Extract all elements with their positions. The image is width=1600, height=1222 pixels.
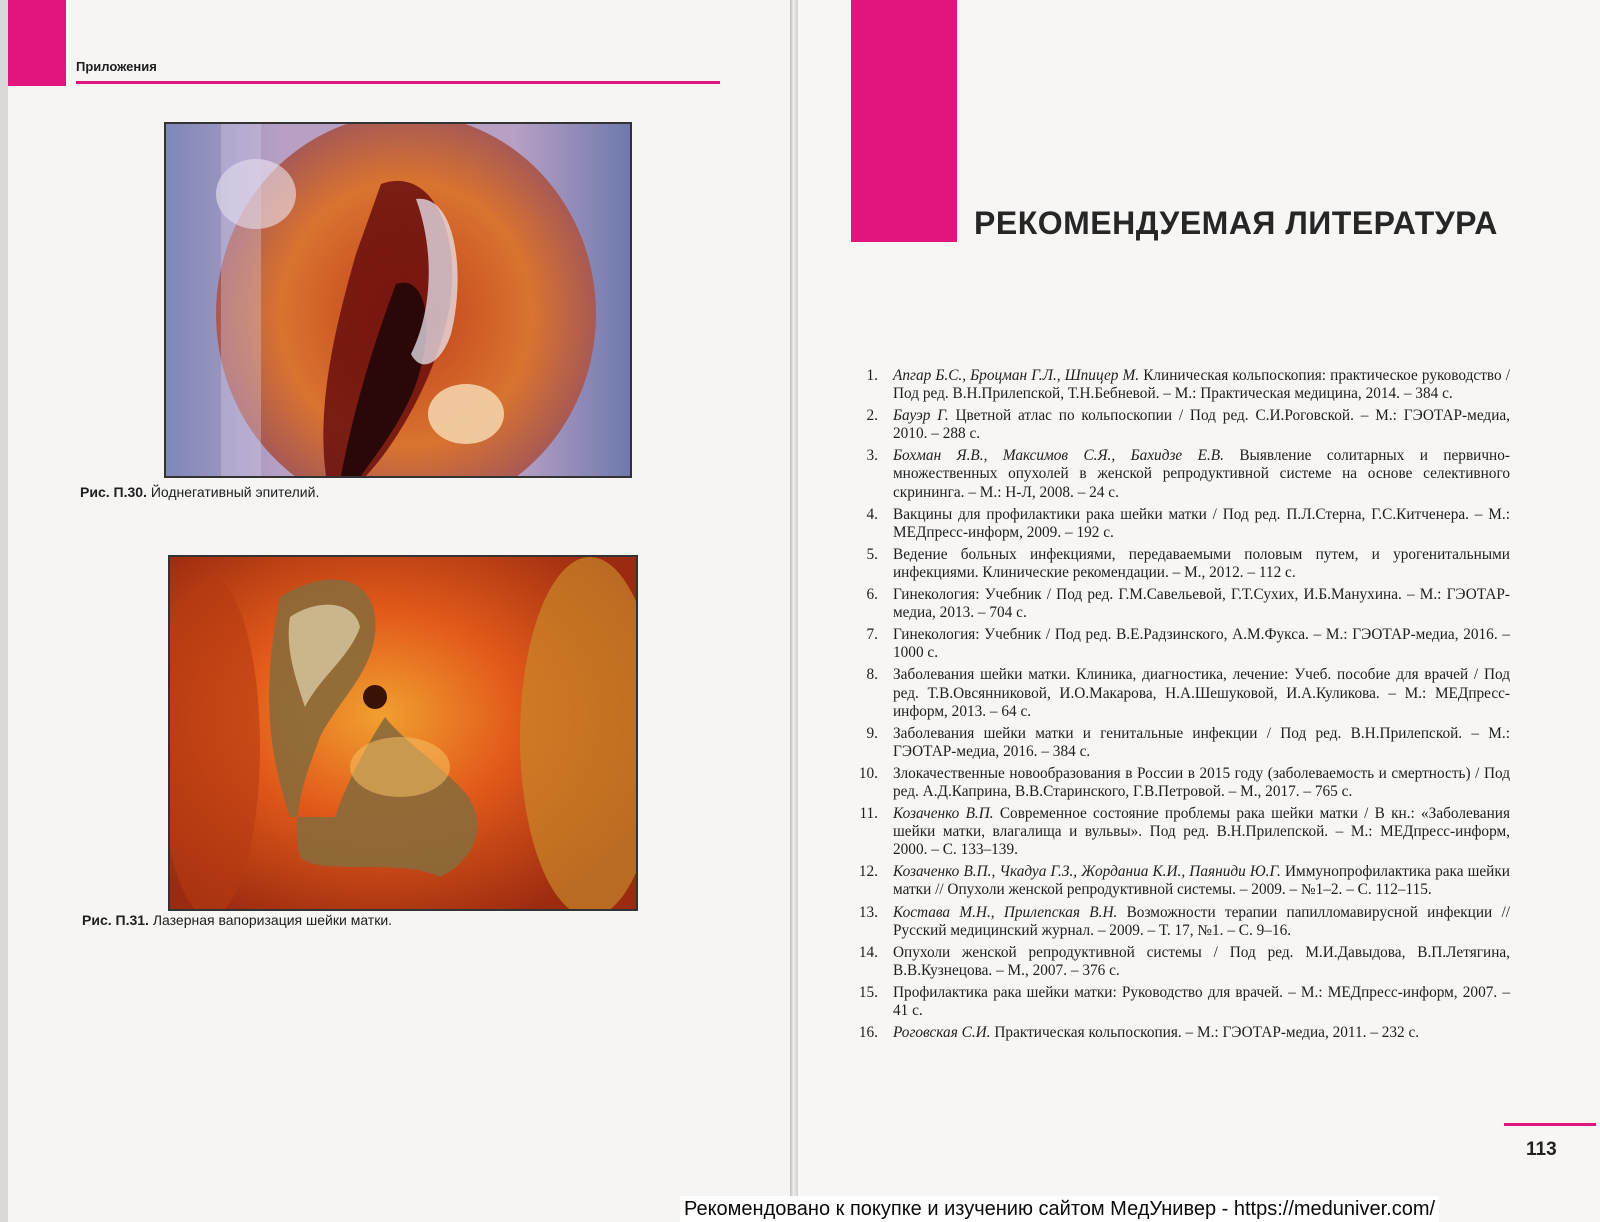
reference-text: Современное состояние проблемы рака шейки матки / В кн.: «Заболевания шейки матки, влагалища и вульвы». Под ред. В.Н.Прилепской. – М.: МЕДпресс-информ, 2000. – С. 133–139. bbox=[893, 805, 1510, 859]
reference-item bbox=[852, 546, 1510, 582]
reference-item bbox=[852, 1024, 1510, 1042]
reference-authors: Апгар Б.С., Броцман Г.Л., Шпицер М. bbox=[893, 367, 1140, 384]
reference-text: Опухоли женской репродуктивной системы / Под ред. М.И.Давыдова, В.П.Летягина, В.В.Кузнецова. – М., 2007. – 376 с. bbox=[893, 943, 1510, 979]
reference-authors: Бауэр Г. bbox=[893, 407, 949, 425]
reference-text: Выявление солитарных и первично-множественных опухолей в женской репродуктивной системе на основе селективного скрининга. – М.: Н-Л, 2008. – 24 с. bbox=[893, 447, 1510, 501]
reference-number: 9. bbox=[866, 724, 878, 742]
reference-authors: Козаченко В.П., Чкадуа Г.З., Жорданиа К.И., Паяниди Ю.Г. bbox=[893, 863, 1281, 881]
reference-text: Злокачественные новообразования в России в 2015 году (заболеваемость и смертность) / Под ред. А.Д.Каприна, В.В.Старинского, Г.В.Петровой. – М., 2017. – 765 с. bbox=[893, 764, 1510, 800]
reference-number: 13. bbox=[858, 903, 878, 921]
reference-item bbox=[852, 447, 1510, 501]
reference-item bbox=[852, 407, 1510, 443]
reference-number: 6. bbox=[866, 586, 878, 604]
figure-p31-label: Рис. П.31. bbox=[82, 912, 149, 928]
header-rule bbox=[76, 81, 720, 84]
reference-text: Практическая кольпоскопия. – М.: ГЭОТАР-медиа, 2011. – 232 с. bbox=[990, 1024, 1420, 1042]
reference-text: Ведение больных инфекциями, передаваемыми половым путем, и урогенитальными инфекциями. Клинические рекомендации. – М., 2012. – 112 с. bbox=[893, 545, 1510, 581]
accent-block-right bbox=[851, 0, 957, 242]
figure-p31-caption bbox=[82, 912, 392, 928]
accent-tab-left bbox=[8, 0, 66, 86]
figure-p30-image bbox=[164, 122, 632, 478]
reference-number: 12. bbox=[858, 863, 878, 881]
reference-list bbox=[852, 367, 1510, 1046]
figure-p30-caption bbox=[80, 484, 319, 500]
reference-item bbox=[852, 944, 1510, 980]
reference-text: Возможности терапии папилломавирусной инфекции // Русский медицинский журнал. – 2009. – Т. 17, №1. – С. 9–16. bbox=[893, 903, 1510, 939]
reference-number: 10. bbox=[858, 764, 878, 782]
reference-item bbox=[852, 725, 1510, 761]
watermark-link[interactable]: Рекомендовано к покупке и изучению сайтом МедУнивер - https://meduniver.com/ bbox=[680, 1196, 1439, 1222]
reference-item bbox=[852, 586, 1510, 622]
reference-number: 5. bbox=[866, 545, 878, 563]
reference-item bbox=[852, 904, 1510, 940]
reference-item bbox=[852, 863, 1510, 899]
reference-text: Цветной атлас по кольпоскопии / Под ред. С.И.Роговской. – М.: ГЭОТАР-медиа, 2010. – 288 с. bbox=[893, 407, 1510, 443]
reference-item bbox=[852, 666, 1510, 720]
reference-number: 16. bbox=[858, 1024, 878, 1042]
reference-number: 8. bbox=[866, 666, 878, 684]
reference-number: 3. bbox=[866, 447, 878, 465]
figure-p31-image bbox=[168, 555, 638, 911]
reference-item bbox=[852, 984, 1510, 1020]
figure-p30-caption-text: Йоднегативный эпителий. bbox=[150, 484, 320, 500]
reference-text: Заболевания шейки матки. Клиника, диагностика, лечение: Учеб. пособие для врачей / Под ред. Т.В.Овсянниковой, И.О.Макарова, Н.А.Шешуковой, И.А.Куликова. – М.: МЕДпресс-информ, 2013. – 64 с. bbox=[893, 666, 1510, 720]
reference-text: Профилактика рака шейки матки: Руководство для врачей. – М.: МЕДпресс-информ, 2007. – 41 с. bbox=[893, 983, 1510, 1019]
reference-text: Клиническая кольпоскопия: практическое руководство / Под ред. В.Н.Прилепской, Т.Н.Бебневой. – М.: Практическая медицина, 2014. – 384 с. bbox=[893, 367, 1510, 403]
section-heading: РЕКОМЕНДУЕМАЯ ЛИТЕРАТУРА bbox=[974, 205, 1498, 241]
reference-text: Вакцины для профилактики рака шейки матки / Под ред. П.Л.Стерна, Г.С.Китченера. – М.: МЕДпресс-информ, 2009. – 192 с. bbox=[893, 505, 1510, 541]
folio-rule bbox=[1504, 1123, 1596, 1126]
reference-text: Гинекология: Учебник / Под ред. В.Е.Радзинского, А.М.Фукса. – М.: ГЭОТАР-медиа, 2016. – 1000 с. bbox=[893, 626, 1510, 662]
running-head: Приложения bbox=[76, 59, 157, 74]
reference-item bbox=[852, 805, 1510, 859]
reference-number: 11. bbox=[859, 805, 878, 823]
reference-item bbox=[852, 626, 1510, 662]
reference-authors: Козаченко В.П. bbox=[893, 805, 994, 823]
reference-authors: Роговская С.И. bbox=[893, 1024, 991, 1042]
reference-number: 1. bbox=[866, 367, 878, 384]
reference-number: 4. bbox=[866, 505, 878, 523]
reference-number: 7. bbox=[866, 626, 878, 644]
reference-item bbox=[852, 367, 1510, 403]
book-spine bbox=[790, 0, 798, 1222]
figure-p30-label: Рис. П.30. bbox=[80, 484, 147, 500]
reference-number: 15. bbox=[858, 983, 878, 1001]
reference-text: Иммунопрофилактика рака шейки матки // Опухоли женской репродуктивной системы. – 2009. – №1–2. – С. 112–115. bbox=[893, 863, 1510, 899]
figure-p31-caption-text: Лазерная вапоризация шейки матки. bbox=[152, 912, 393, 928]
reference-text: Заболевания шейки матки и генитальные инфекции / Под ред. В.Н.Прилепской. – М.: ГЭОТАР-медиа, 2016. – 384 с. bbox=[893, 724, 1510, 760]
reference-text: Гинекология: Учебник / Под ред. Г.М.Савельевой, Г.Т.Сухих, И.Б.Манухина. – М.: ГЭОТАР-медиа, 2013. – 704 с. bbox=[893, 586, 1510, 622]
reference-number: 2. bbox=[866, 407, 878, 425]
reference-item bbox=[852, 765, 1510, 801]
reference-number: 14. bbox=[858, 943, 878, 961]
reference-authors: Бохман Я.В., Максимов С.Я., Бахидзе Е.В. bbox=[893, 447, 1224, 465]
reference-item bbox=[852, 506, 1510, 542]
page-number: 113 bbox=[1526, 1139, 1557, 1160]
reference-authors: Костава М.Н., Прилепская В.Н. bbox=[893, 903, 1118, 921]
